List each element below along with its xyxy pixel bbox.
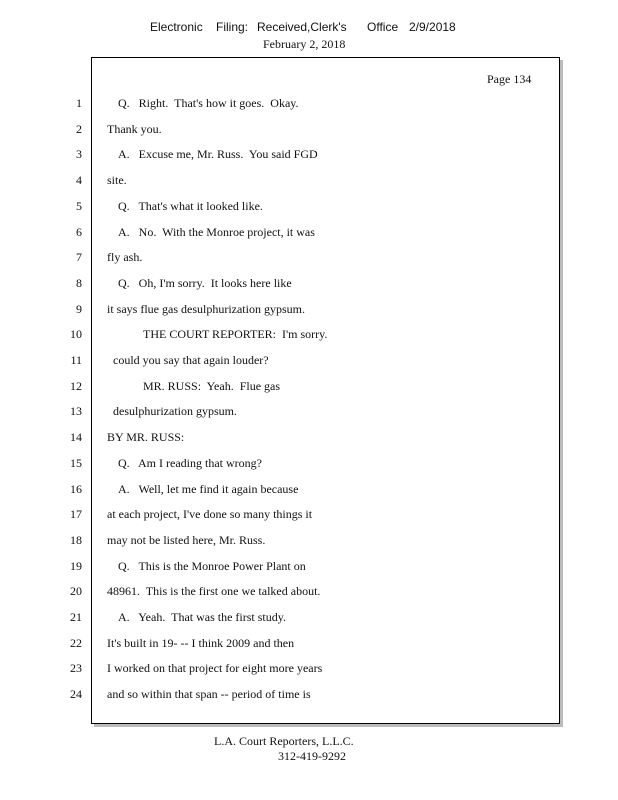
line-number: 17 [70,507,82,522]
transcript-line: It's built in 19- -- I think 2009 and then [107,635,295,650]
transcript-line: may not be listed here, Mr. Russ. [107,532,266,547]
transcript-line: Q. Right. That's how it goes. Okay. [118,96,299,110]
line-number: 14 [70,430,82,445]
line-number: 19 [70,558,82,573]
transcript-line: THE COURT REPORTER: I'm sorry. [143,327,328,342]
transcript-line: A. No. With the Monroe project, it was [118,224,315,239]
transcript-line: 48961. This is the first one we talked about. [107,584,321,599]
transcript-line: desulphurization gypsum. [113,404,237,419]
transcript-line: A. Excuse me, Mr. Russ. You said FGD [118,147,318,162]
line-number: 6 [76,224,82,239]
line-number: 18 [70,532,82,547]
transcript-line: BY MR. RUSS: [107,430,185,445]
transcript-line: Thank you. [107,121,162,136]
line-number: 12 [70,378,82,393]
stamp-word: Office [367,20,399,34]
line-number: 7 [76,250,82,265]
transcript-line: MR. RUSS: Yeah. Flue gas [143,378,281,393]
line-number: 22 [70,635,82,650]
line-number: 15 [70,455,82,470]
line-number: 21 [70,610,82,624]
transcript-line: it says flue gas desulphurization gypsum. [107,301,305,316]
line-number: 8 [76,275,82,290]
line-number: 5 [76,198,82,213]
line-number: 2 [76,121,82,136]
transcript-line: I worked on that project for eight more years [107,661,323,676]
line-number: 3 [76,147,82,162]
footer-phone: 312-419-9292 [278,749,346,763]
line-number: 13 [70,404,82,419]
stamp-word: Received,Clerk's [257,20,347,34]
line-number: 11 [70,353,82,367]
transcript-line: Q. Am I reading that wrong? [118,455,262,470]
transcript-line: A. Yeah. That was the first study. [118,610,286,624]
page-number: Page 134 [487,72,532,86]
line-number: 16 [70,481,82,496]
line-number: 1 [76,96,82,110]
transcript-line: A. Well, let me find it again because [118,481,299,496]
line-number: 10 [70,327,82,342]
line-number: 9 [76,301,82,316]
line-number: 20 [70,584,82,599]
stamp-word: Electronic [150,20,203,34]
stamp-word: 2/9/2018 [409,20,456,34]
transcript-line: fly ash. [107,250,143,265]
line-number: 4 [76,173,82,188]
transcript-line: Q. Oh, I'm sorry. It looks here like [118,275,292,290]
transcript-line: could you say that again louder? [113,353,269,367]
transcript-line: Q. This is the Monroe Power Plant on [118,558,306,573]
filing-date: February 2, 2018 [263,37,346,51]
transcript-line: at each project, I've done so many things it [107,507,313,522]
line-number: 23 [70,661,82,676]
transcript-line: and so within that span -- period of time is [107,687,311,702]
stamp-word: Filing: [216,20,249,34]
transcript-line: Q. That's what it looked like. [118,198,263,213]
footer-company: L.A. Court Reporters, L.L.C. [214,734,354,748]
transcript-line: site. [107,173,127,188]
line-number: 24 [70,687,82,702]
